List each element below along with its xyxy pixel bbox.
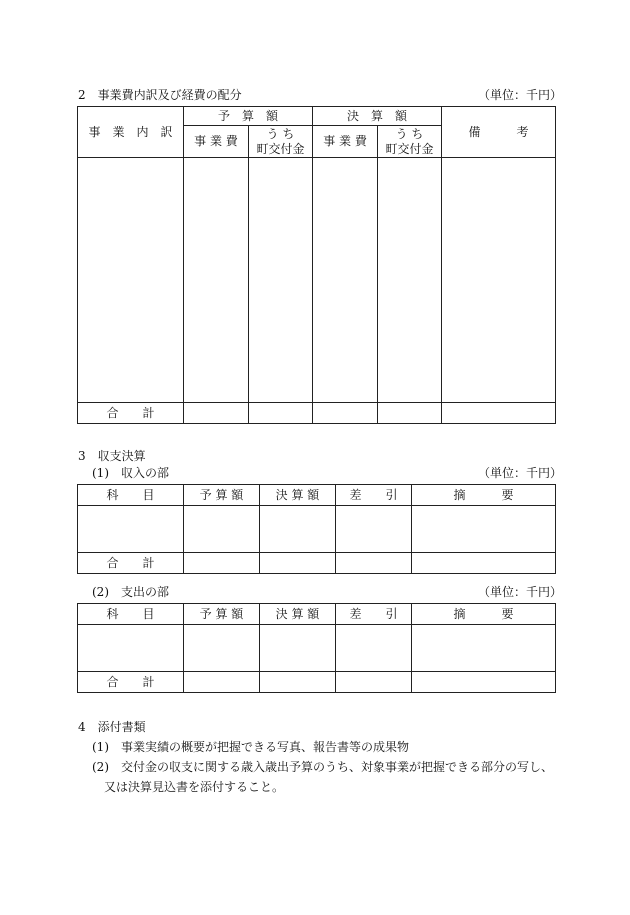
expense-body-item: [78, 625, 184, 672]
expense-total-budget: [184, 672, 260, 693]
header-item: 事 業 内 訳: [78, 107, 184, 158]
total-settlement-cost: [313, 403, 378, 424]
expense-header-summary: 摘 要: [412, 604, 556, 625]
header-settlement-cost: 事 業 費: [313, 126, 378, 158]
expense-total-settlement: [260, 672, 336, 693]
section2-unit: （単位：千円）: [478, 88, 563, 102]
income-body-summary: [412, 506, 556, 553]
income-total-difference: [336, 553, 412, 574]
body-cell-budget-town-grant: [249, 158, 313, 403]
header-budget-group: 予 算 額: [184, 107, 313, 126]
body-cell-budget-cost: [184, 158, 249, 403]
income-total-budget: [184, 553, 260, 574]
expense-total-difference: [336, 672, 412, 693]
header-settlement-town-grant: [378, 126, 442, 158]
header-budget-town-grant-line1: う ち: [266, 127, 295, 142]
header-settlement-group: 決 算 額: [313, 107, 442, 126]
header-budget-town-grant-line2: 町交付金: [256, 141, 305, 156]
budget-allocation-table: [77, 106, 556, 424]
header-budget-cost: 事 業 費: [184, 126, 249, 158]
total-remarks: [442, 403, 556, 424]
income-header-budget: 予 算 額: [184, 485, 260, 506]
attachment-item-2-continued: 又は決算見込書を添付すること。: [104, 780, 285, 794]
expense-unit: （単位：千円）: [478, 585, 563, 599]
expense-total-summary: [412, 672, 556, 693]
expense-header-item: 科 目: [78, 604, 184, 625]
header-remarks: 備 考: [442, 107, 556, 158]
expense-body-settlement: [260, 625, 336, 672]
expense-header-budget: 予 算 額: [184, 604, 260, 625]
expense-header-settlement: 決 算 額: [260, 604, 336, 625]
section3-title: 3 収支決算: [78, 449, 146, 463]
expense-table: [77, 603, 556, 693]
expense-header-difference: 差 引: [336, 604, 412, 625]
income-title: (1) 収入の部: [92, 466, 169, 480]
header-budget-town-grant: [249, 126, 313, 158]
total-budget-town-grant: [249, 403, 313, 424]
expense-body-budget: [184, 625, 260, 672]
income-total-summary: [412, 553, 556, 574]
income-body-item: [78, 506, 184, 553]
attachment-item-2: (2) 交付金の収支に関する歳入歳出予算のうち、対象事業が把握できる部分の写し、: [92, 760, 554, 774]
expense-body-summary: [412, 625, 556, 672]
income-total-settlement: [260, 553, 336, 574]
income-header-settlement: 決 算 額: [260, 485, 336, 506]
header-settlement-town-grant-line2: 町交付金: [385, 141, 434, 156]
expense-title: (2) 支出の部: [92, 585, 169, 599]
body-cell-remarks: [442, 158, 556, 403]
total-label: 合 計: [78, 403, 184, 424]
section4-title: 4 添付書類: [78, 720, 146, 734]
income-table: [77, 484, 556, 574]
section2-title: 2 事業費内訳及び経費の配分: [78, 88, 242, 102]
expense-body-difference: [336, 625, 412, 672]
total-settlement-town-grant: [378, 403, 442, 424]
body-cell-item: [78, 158, 184, 403]
income-header-item: 科 目: [78, 485, 184, 506]
income-unit: （単位：千円）: [478, 466, 563, 480]
income-body-budget: [184, 506, 260, 553]
attachment-item-1: (1) 事業実績の概要が把握できる写真、報告書等の成果物: [92, 740, 410, 754]
income-total-label: 合 計: [78, 553, 184, 574]
expense-total-label: 合 計: [78, 672, 184, 693]
income-body-settlement: [260, 506, 336, 553]
income-body-difference: [336, 506, 412, 553]
body-cell-settlement-cost: [313, 158, 378, 403]
header-settlement-town-grant-line1: う ち: [395, 127, 424, 142]
income-header-difference: 差 引: [336, 485, 412, 506]
body-cell-settlement-town-grant: [378, 158, 442, 403]
income-header-summary: 摘 要: [412, 485, 556, 506]
total-budget-cost: [184, 403, 249, 424]
